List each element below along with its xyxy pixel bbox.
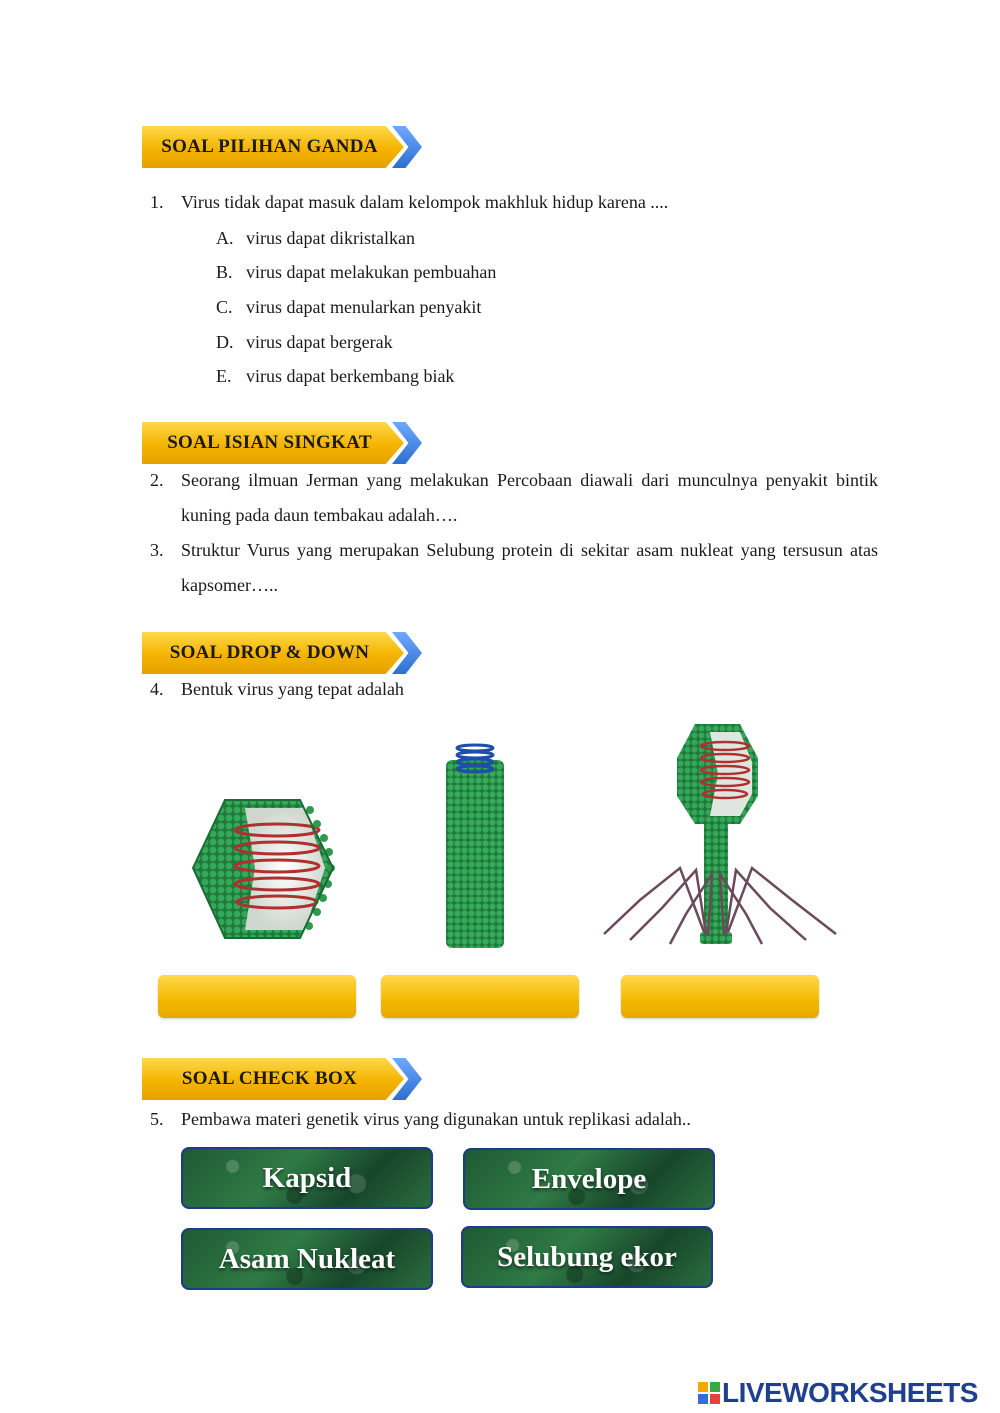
question-3-text: Struktur Vurus yang merupakan Selubung protein di sekitar asam nukleat yang tersusun atas kapsomer….. xyxy=(181,540,878,595)
section-banner-short-answer: SOAL ISIAN SINGKAT xyxy=(142,422,432,464)
drop-zone-1[interactable] xyxy=(158,975,356,1018)
helical-virus-image xyxy=(440,742,510,952)
bacteriophage-virus-image xyxy=(600,718,840,950)
icosahedral-virus-image xyxy=(185,790,340,945)
option-c[interactable]: C. virus dapat menularkan penyakit xyxy=(216,297,482,317)
question-2-text: Seorang ilmuan Jerman yang melakukan Percobaan diawali dari munculnya penyakit bintik kuning pada daun tembakau adalah…. xyxy=(181,470,878,525)
choice-selubung-ekor[interactable]: Selubung ekor xyxy=(461,1226,713,1288)
drop-zone-3[interactable] xyxy=(621,975,819,1018)
option-a[interactable]: A. virus dapat dikristalkan xyxy=(216,228,415,248)
option-b[interactable]: B. virus dapat melakukan pembuahan xyxy=(216,262,497,282)
liveworksheets-logo-icon xyxy=(698,1382,720,1404)
drop-zone-2[interactable] xyxy=(381,975,579,1018)
section-banner-check-box: SOAL CHECK BOX xyxy=(142,1058,432,1100)
section-banner-drop-down: SOAL DROP & DOWN xyxy=(142,632,432,674)
choice-asam-nukleat[interactable]: Asam Nukleat xyxy=(181,1228,433,1290)
choice-kapsid[interactable]: Kapsid xyxy=(181,1147,433,1209)
choice-envelope[interactable]: Envelope xyxy=(463,1148,715,1210)
section-banner-multiple-choice: SOAL PILIHAN GANDA xyxy=(142,126,432,168)
option-e[interactable]: E. virus dapat berkembang biak xyxy=(216,366,455,386)
option-d[interactable]: D. virus dapat bergerak xyxy=(216,332,393,352)
